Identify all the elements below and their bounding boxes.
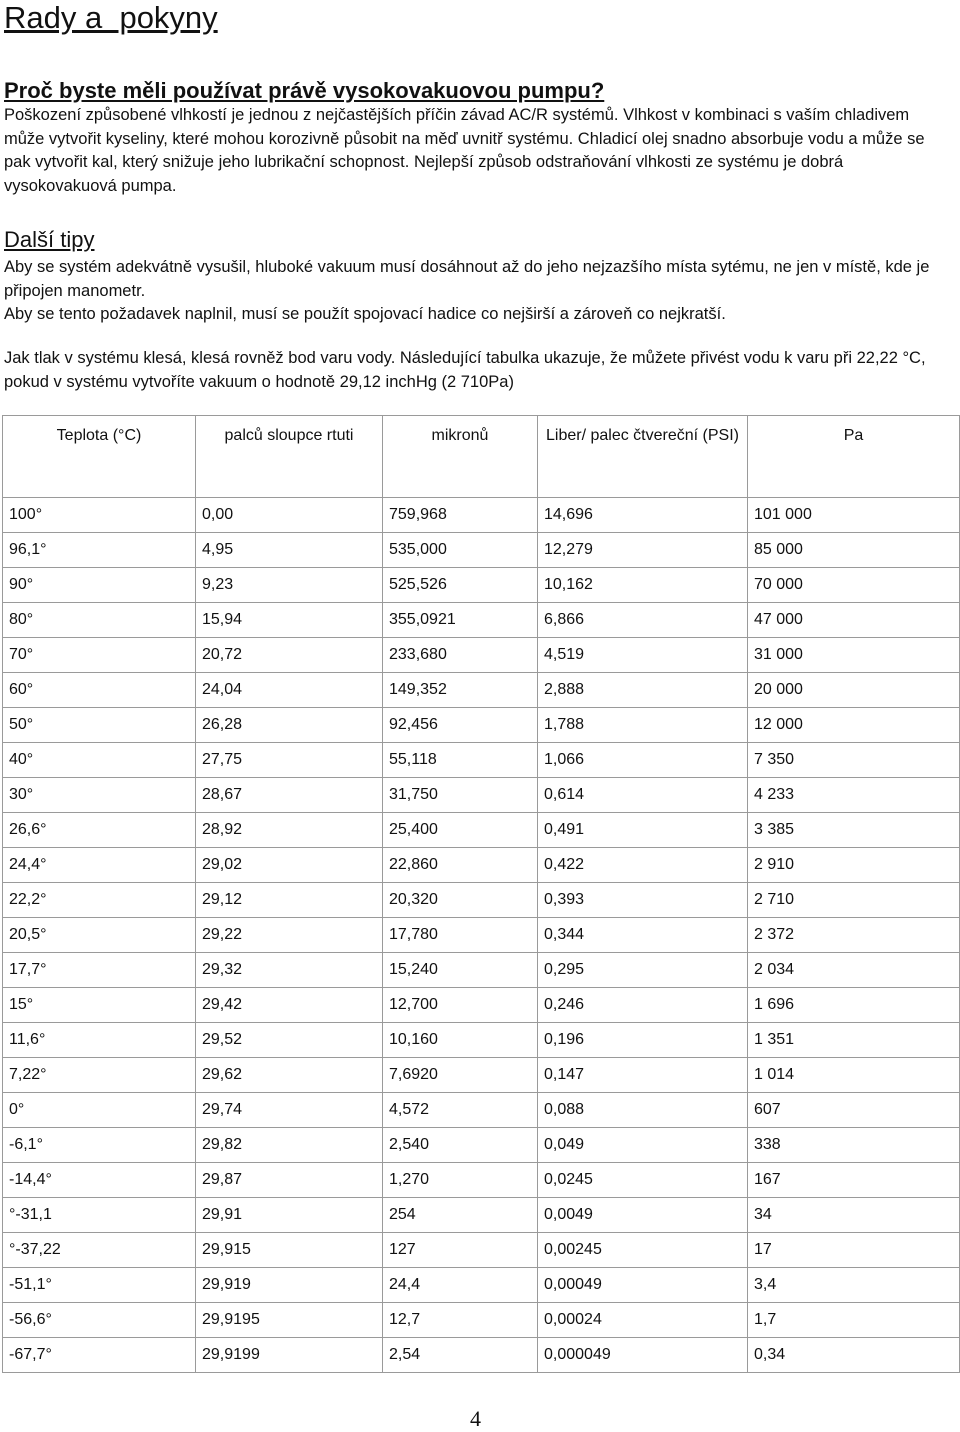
cell-microns: 12,700 bbox=[383, 988, 538, 1023]
cell-inches-mercury: 24,04 bbox=[196, 673, 383, 708]
table-row bbox=[3, 568, 960, 603]
cell-pascal: 3,4 bbox=[748, 1268, 960, 1303]
cell-pascal: 4 233 bbox=[748, 778, 960, 813]
cell-psi: 0,00024 bbox=[538, 1303, 748, 1338]
table-row bbox=[3, 813, 960, 848]
table-row bbox=[3, 708, 960, 743]
cell-pascal: 1 014 bbox=[748, 1058, 960, 1093]
cell-psi: 0,393 bbox=[538, 883, 748, 918]
cell-psi: 4,519 bbox=[538, 638, 748, 673]
cell-pascal: 338 bbox=[748, 1128, 960, 1163]
cell-microns: 2,540 bbox=[383, 1128, 538, 1163]
table-row bbox=[3, 1198, 960, 1233]
table-row bbox=[3, 1023, 960, 1058]
cell-psi: 2,888 bbox=[538, 673, 748, 708]
cell-microns: 535,000 bbox=[383, 533, 538, 568]
table-row bbox=[3, 1093, 960, 1128]
cell-microns: 92,456 bbox=[383, 708, 538, 743]
boiling-point-table bbox=[2, 415, 960, 1373]
cell-microns: 127 bbox=[383, 1233, 538, 1268]
cell-psi: 0,0049 bbox=[538, 1198, 748, 1233]
cell-temperature: 90° bbox=[3, 568, 196, 603]
cell-psi: 14,696 bbox=[538, 498, 748, 533]
cell-temperature: 24,4° bbox=[3, 848, 196, 883]
cell-psi: 0,491 bbox=[538, 813, 748, 848]
cell-pascal: 101 000 bbox=[748, 498, 960, 533]
cell-microns: 31,750 bbox=[383, 778, 538, 813]
cell-temperature: 17,7° bbox=[3, 953, 196, 988]
table-row bbox=[3, 848, 960, 883]
table-row bbox=[3, 1163, 960, 1198]
cell-inches-mercury: 29,62 bbox=[196, 1058, 383, 1093]
cell-pascal: 2 034 bbox=[748, 953, 960, 988]
cell-psi: 0,147 bbox=[538, 1058, 748, 1093]
cell-inches-mercury: 29,32 bbox=[196, 953, 383, 988]
cell-inches-mercury: 29,87 bbox=[196, 1163, 383, 1198]
cell-microns: 55,118 bbox=[383, 743, 538, 778]
cell-psi: 0,049 bbox=[538, 1128, 748, 1163]
cell-temperature: 40° bbox=[3, 743, 196, 778]
cell-temperature: °-37,22 bbox=[3, 1233, 196, 1268]
cell-pascal: 1 351 bbox=[748, 1023, 960, 1058]
cell-pascal: 167 bbox=[748, 1163, 960, 1198]
table-row bbox=[3, 1338, 960, 1373]
table-row bbox=[3, 638, 960, 673]
header-microns: mikronů bbox=[383, 416, 538, 498]
cell-microns: 1,270 bbox=[383, 1163, 538, 1198]
table-row bbox=[3, 1268, 960, 1303]
cell-pascal: 2 910 bbox=[748, 848, 960, 883]
cell-psi: 0,295 bbox=[538, 953, 748, 988]
section-body-vacuum-pump: Poškození způsobené vlhkostí je jednou z nejčastějších příčin závad AC/R systémů. Vlhkost v kombinaci s vaším chladivem může vytvořit kyseliny, které mohou korozivně působit na měď uvnitř systému. Chladicí olej snadno absorbuje vodu a může se pak vytvořit kal, který snižuje jeho lubrikační schopnost. Nejlepší způsob odstraňování vlhkosti ze systému je dobrá vysokovakuová pumpa. bbox=[4, 106, 925, 195]
table-row bbox=[3, 883, 960, 918]
cell-psi: 0,196 bbox=[538, 1023, 748, 1058]
cell-pascal: 85 000 bbox=[748, 533, 960, 568]
cell-inches-mercury: 0,00 bbox=[196, 498, 383, 533]
page-number: 4 bbox=[470, 1406, 481, 1431]
cell-microns: 17,780 bbox=[383, 918, 538, 953]
cell-psi: 6,866 bbox=[538, 603, 748, 638]
cell-inches-mercury: 29,74 bbox=[196, 1093, 383, 1128]
cell-temperature: -6,1° bbox=[3, 1128, 196, 1163]
cell-temperature: -67,7° bbox=[3, 1338, 196, 1373]
table-row bbox=[3, 1303, 960, 1338]
cell-microns: 25,400 bbox=[383, 813, 538, 848]
page-title: Rady a pokyny bbox=[4, 0, 218, 35]
cell-pascal: 3 385 bbox=[748, 813, 960, 848]
cell-microns: 525,526 bbox=[383, 568, 538, 603]
section-heading-vacuum-pump: Proč byste měli používat právě vysokovakuovou pumpu? bbox=[4, 78, 605, 103]
cell-pascal: 2 372 bbox=[748, 918, 960, 953]
cell-inches-mercury: 26,28 bbox=[196, 708, 383, 743]
cell-inches-mercury: 29,42 bbox=[196, 988, 383, 1023]
header-temperature: Teplota (°C) bbox=[3, 416, 196, 498]
cell-microns: 22,860 bbox=[383, 848, 538, 883]
cell-inches-mercury: 29,02 bbox=[196, 848, 383, 883]
cell-inches-mercury: 29,12 bbox=[196, 883, 383, 918]
cell-psi: 0,422 bbox=[538, 848, 748, 883]
table-row bbox=[3, 673, 960, 708]
cell-microns: 2,54 bbox=[383, 1338, 538, 1373]
cell-temperature: 30° bbox=[3, 778, 196, 813]
cell-temperature: 22,2° bbox=[3, 883, 196, 918]
cell-inches-mercury: 20,72 bbox=[196, 638, 383, 673]
cell-inches-mercury: 29,915 bbox=[196, 1233, 383, 1268]
cell-microns: 12,7 bbox=[383, 1303, 538, 1338]
cell-inches-mercury: 27,75 bbox=[196, 743, 383, 778]
cell-inches-mercury: 28,67 bbox=[196, 778, 383, 813]
cell-temperature: 11,6° bbox=[3, 1023, 196, 1058]
table-row bbox=[3, 778, 960, 813]
table-row bbox=[3, 1128, 960, 1163]
header-inches-mercury: palců sloupce rtuti bbox=[196, 416, 383, 498]
cell-inches-mercury: 9,23 bbox=[196, 568, 383, 603]
cell-inches-mercury: 15,94 bbox=[196, 603, 383, 638]
cell-pascal: 17 bbox=[748, 1233, 960, 1268]
cell-psi: 0,00245 bbox=[538, 1233, 748, 1268]
cell-microns: 355,0921 bbox=[383, 603, 538, 638]
section-heading-tips: Další tipy bbox=[4, 227, 95, 252]
cell-pascal: 7 350 bbox=[748, 743, 960, 778]
table-row bbox=[3, 918, 960, 953]
cell-temperature: 20,5° bbox=[3, 918, 196, 953]
table-row bbox=[3, 603, 960, 638]
cell-microns: 15,240 bbox=[383, 953, 538, 988]
cell-microns: 7,6920 bbox=[383, 1058, 538, 1093]
cell-inches-mercury: 29,52 bbox=[196, 1023, 383, 1058]
cell-inches-mercury: 29,919 bbox=[196, 1268, 383, 1303]
table-row bbox=[3, 743, 960, 778]
cell-temperature: -51,1° bbox=[3, 1268, 196, 1303]
tips-paragraph-2: Aby se tento požadavek naplnil, musí se použít spojovací hadice co nejširší a zároveň co nejkratší. bbox=[4, 305, 726, 323]
cell-psi: 0,00049 bbox=[538, 1268, 748, 1303]
cell-inches-mercury: 29,9195 bbox=[196, 1303, 383, 1338]
cell-temperature: 26,6° bbox=[3, 813, 196, 848]
cell-microns: 149,352 bbox=[383, 673, 538, 708]
cell-psi: 10,162 bbox=[538, 568, 748, 603]
table-row bbox=[3, 988, 960, 1023]
table-row bbox=[3, 1233, 960, 1268]
cell-temperature: 100° bbox=[3, 498, 196, 533]
cell-pascal: 607 bbox=[748, 1093, 960, 1128]
table-row bbox=[3, 1058, 960, 1093]
header-psi: Liber/ palec čtvereční (PSI) bbox=[538, 416, 748, 498]
cell-pascal: 2 710 bbox=[748, 883, 960, 918]
cell-psi: 0,088 bbox=[538, 1093, 748, 1128]
cell-temperature: 50° bbox=[3, 708, 196, 743]
cell-psi: 0,344 bbox=[538, 918, 748, 953]
cell-pascal: 70 000 bbox=[748, 568, 960, 603]
cell-microns: 10,160 bbox=[383, 1023, 538, 1058]
cell-pascal: 1,7 bbox=[748, 1303, 960, 1338]
cell-microns: 233,680 bbox=[383, 638, 538, 673]
cell-temperature: 7,22° bbox=[3, 1058, 196, 1093]
cell-inches-mercury: 29,82 bbox=[196, 1128, 383, 1163]
cell-microns: 24,4 bbox=[383, 1268, 538, 1303]
cell-psi: 1,788 bbox=[538, 708, 748, 743]
cell-temperature: 96,1° bbox=[3, 533, 196, 568]
cell-psi: 0,246 bbox=[538, 988, 748, 1023]
cell-psi: 1,066 bbox=[538, 743, 748, 778]
table-row bbox=[3, 498, 960, 533]
cell-microns: 759,968 bbox=[383, 498, 538, 533]
cell-temperature: 70° bbox=[3, 638, 196, 673]
table-row bbox=[3, 533, 960, 568]
cell-inches-mercury: 28,92 bbox=[196, 813, 383, 848]
cell-temperature: °-31,1 bbox=[3, 1198, 196, 1233]
cell-temperature: 80° bbox=[3, 603, 196, 638]
cell-psi: 0,0245 bbox=[538, 1163, 748, 1198]
cell-pascal: 20 000 bbox=[748, 673, 960, 708]
cell-psi: 12,279 bbox=[538, 533, 748, 568]
cell-inches-mercury: 29,22 bbox=[196, 918, 383, 953]
cell-pascal: 31 000 bbox=[748, 638, 960, 673]
cell-inches-mercury: 4,95 bbox=[196, 533, 383, 568]
cell-temperature: -14,4° bbox=[3, 1163, 196, 1198]
cell-microns: 4,572 bbox=[383, 1093, 538, 1128]
cell-temperature: -56,6° bbox=[3, 1303, 196, 1338]
cell-inches-mercury: 29,9199 bbox=[196, 1338, 383, 1373]
cell-inches-mercury: 29,91 bbox=[196, 1198, 383, 1233]
boiling-point-table-wrapper bbox=[2, 415, 960, 1373]
cell-temperature: 0° bbox=[3, 1093, 196, 1128]
tips-paragraph-3: Jak tlak v systému klesá, klesá rovněž bod varu vody. Následující tabulka ukazuje, že můžete přivést vodu k varu při 22,22 °C, pokud v systému vytvoříte vakuum o hodnotě 29,12 inchHg (2 710Pa) bbox=[4, 349, 926, 391]
cell-psi: 0,000049 bbox=[538, 1338, 748, 1373]
cell-temperature: 15° bbox=[3, 988, 196, 1023]
cell-psi: 0,614 bbox=[538, 778, 748, 813]
table-row bbox=[3, 953, 960, 988]
cell-microns: 20,320 bbox=[383, 883, 538, 918]
cell-pascal: 12 000 bbox=[748, 708, 960, 743]
header-pascal: Pa bbox=[748, 416, 960, 498]
table-body bbox=[3, 498, 960, 1373]
cell-microns: 254 bbox=[383, 1198, 538, 1233]
cell-pascal: 47 000 bbox=[748, 603, 960, 638]
cell-pascal: 0,34 bbox=[748, 1338, 960, 1373]
cell-pascal: 34 bbox=[748, 1198, 960, 1233]
tips-paragraph-1: Aby se systém adekvátně vysušil, hluboké vakuum musí dosáhnout až do jeho nejzazšího místa sytému, ne jen v místě, kde je připojen manometr. bbox=[4, 258, 930, 300]
cell-temperature: 60° bbox=[3, 673, 196, 708]
table-header-row bbox=[3, 416, 960, 498]
cell-pascal: 1 696 bbox=[748, 988, 960, 1023]
